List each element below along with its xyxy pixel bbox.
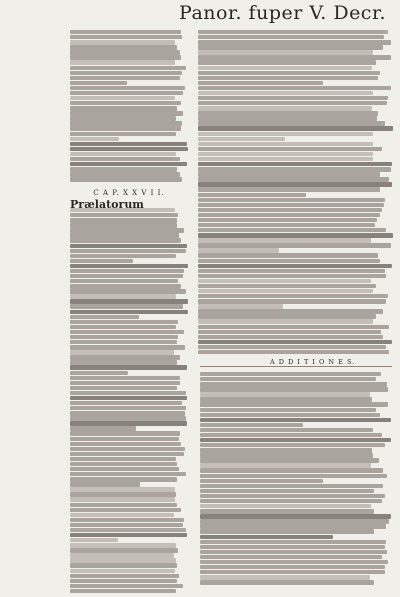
text-line — [200, 377, 376, 381]
text-line — [198, 91, 373, 95]
text-line — [200, 545, 385, 549]
text-line — [198, 177, 389, 181]
text-line — [200, 413, 380, 417]
text-line — [70, 101, 181, 105]
text-line — [200, 382, 387, 386]
text-line — [200, 489, 374, 493]
text-line — [70, 86, 185, 90]
text-line — [70, 126, 181, 130]
opening-word: Prælatorum — [70, 198, 144, 211]
text-line — [198, 157, 373, 161]
text-line — [70, 391, 186, 395]
text-line — [70, 371, 128, 375]
text-line — [70, 172, 180, 176]
text-line — [70, 269, 184, 273]
text-line — [200, 479, 323, 483]
text-line — [200, 535, 333, 539]
additions-column — [200, 372, 392, 590]
text-line — [198, 319, 373, 323]
text-line — [70, 116, 176, 120]
text-line — [70, 584, 183, 588]
text-line — [198, 162, 392, 166]
text-line — [70, 294, 176, 298]
text-line — [70, 35, 182, 39]
text-line — [70, 264, 188, 268]
text-line — [198, 40, 391, 44]
text-line — [70, 426, 136, 430]
text-line — [70, 355, 180, 359]
text-line — [198, 233, 393, 237]
text-line — [70, 533, 187, 537]
text-line — [70, 437, 179, 441]
text-line — [70, 304, 183, 308]
text-line — [70, 538, 118, 542]
text-line — [198, 284, 376, 288]
text-line — [70, 315, 139, 319]
divider — [200, 366, 392, 367]
text-line — [200, 468, 383, 472]
text-line — [70, 462, 177, 466]
text-line — [200, 570, 385, 574]
text-line — [70, 487, 175, 491]
text-line — [70, 167, 177, 171]
text-line — [70, 249, 186, 253]
text-line — [70, 233, 179, 237]
text-line — [198, 126, 393, 130]
text-line — [70, 548, 178, 552]
text-line — [70, 152, 176, 156]
text-line — [70, 320, 178, 324]
text-line — [200, 402, 388, 406]
text-line — [70, 416, 186, 420]
text-line — [70, 457, 176, 461]
text-line — [70, 482, 140, 486]
text-line — [70, 66, 186, 70]
text-line — [70, 60, 175, 64]
text-line — [70, 40, 175, 44]
text-line — [200, 372, 381, 376]
text-line — [70, 254, 176, 258]
text-line — [70, 589, 176, 593]
text-line — [70, 401, 182, 405]
text-line — [70, 111, 183, 115]
text-line — [70, 365, 187, 369]
left-column-top — [70, 30, 188, 186]
text-line — [70, 335, 178, 339]
text-line — [198, 203, 384, 207]
text-line — [70, 284, 181, 288]
text-line — [70, 228, 184, 232]
text-line — [200, 540, 386, 544]
text-line — [200, 443, 385, 447]
text-line — [198, 167, 391, 171]
text-line — [200, 565, 385, 569]
text-line — [198, 45, 383, 49]
text-line — [70, 386, 177, 390]
text-line — [70, 310, 188, 314]
text-line — [70, 76, 180, 80]
text-line — [200, 514, 391, 518]
text-line — [198, 314, 376, 318]
text-line — [70, 244, 187, 248]
text-line — [70, 431, 180, 435]
text-line — [200, 433, 382, 437]
text-line — [200, 408, 376, 412]
text-line — [70, 71, 182, 75]
text-line — [198, 71, 380, 75]
text-line — [198, 50, 373, 54]
text-line — [198, 66, 372, 70]
text-line — [70, 421, 187, 425]
text-line — [70, 406, 186, 410]
text-line — [70, 299, 188, 303]
text-line — [198, 81, 323, 85]
text-line — [200, 550, 387, 554]
text-line — [200, 392, 370, 396]
text-line — [198, 35, 384, 39]
text-line — [198, 223, 375, 227]
text-line — [70, 492, 176, 496]
text-line — [70, 447, 185, 451]
text-line — [200, 397, 372, 401]
running-header: Panor. fuper V. Decr. — [179, 2, 386, 24]
text-line — [200, 418, 391, 422]
text-line — [198, 152, 373, 156]
text-line — [198, 101, 387, 105]
text-line — [198, 259, 380, 263]
text-line — [198, 86, 391, 90]
text-line — [198, 182, 392, 186]
text-line — [70, 503, 177, 507]
left-column-body — [70, 208, 188, 593]
text-line — [198, 132, 373, 136]
text-line — [200, 529, 374, 533]
text-line — [200, 438, 391, 442]
text-line — [70, 411, 185, 415]
text-line — [198, 213, 380, 217]
text-line — [70, 274, 183, 278]
text-line — [198, 172, 380, 176]
text-line — [200, 474, 387, 478]
text-line — [198, 238, 371, 242]
text-line — [198, 279, 371, 283]
text-line — [198, 264, 392, 268]
text-line — [70, 396, 187, 400]
text-line — [70, 177, 182, 181]
text-line — [200, 494, 385, 498]
text-line — [70, 518, 184, 522]
text-line — [200, 448, 372, 452]
text-line — [198, 269, 385, 273]
text-line — [70, 91, 183, 95]
text-line — [70, 55, 181, 59]
text-line — [70, 381, 180, 385]
text-line — [70, 218, 177, 222]
text-line — [200, 458, 379, 462]
text-line — [198, 309, 383, 313]
text-line — [198, 55, 391, 59]
text-line — [198, 116, 377, 120]
text-line — [70, 513, 174, 517]
text-line — [200, 484, 383, 488]
text-line — [198, 243, 391, 247]
text-line — [70, 467, 179, 471]
text-line — [70, 472, 186, 476]
text-line — [198, 111, 378, 115]
text-line — [200, 387, 388, 391]
text-line — [70, 376, 180, 380]
text-line — [70, 523, 183, 527]
text-line — [200, 509, 374, 513]
text-line — [198, 147, 382, 151]
text-line — [198, 137, 285, 141]
text-line — [70, 238, 181, 242]
text-line — [198, 345, 386, 349]
text-line — [70, 132, 176, 136]
text-line — [70, 508, 181, 512]
text-line — [70, 289, 186, 293]
text-line — [198, 253, 378, 257]
text-line — [70, 208, 175, 212]
text-line — [70, 81, 127, 85]
text-line — [70, 574, 179, 578]
text-line — [198, 289, 373, 293]
text-line — [198, 208, 382, 212]
text-line — [70, 442, 181, 446]
text-line — [200, 428, 373, 432]
text-line — [70, 147, 188, 151]
text-line — [70, 563, 177, 567]
text-line — [198, 96, 388, 100]
text-line — [198, 228, 386, 232]
text-line — [70, 325, 176, 329]
text-line — [200, 504, 371, 508]
text-line — [200, 499, 382, 503]
text-line — [70, 528, 186, 532]
text-line — [198, 294, 388, 298]
text-line — [200, 580, 374, 584]
text-line — [70, 162, 187, 166]
text-line — [198, 350, 389, 354]
text-line — [198, 198, 385, 202]
text-line — [70, 213, 178, 217]
text-line — [198, 76, 378, 80]
text-line — [70, 50, 180, 54]
text-line — [70, 259, 133, 263]
text-line — [70, 30, 181, 34]
text-line — [198, 60, 376, 64]
text-line — [70, 360, 177, 364]
text-line — [198, 30, 388, 34]
text-line — [200, 463, 371, 467]
text-line — [70, 45, 177, 49]
text-line — [70, 543, 176, 547]
text-line — [70, 569, 175, 573]
chapter-heading: C A P. X X V I I. — [93, 189, 165, 197]
text-line — [70, 157, 180, 161]
text-line — [198, 106, 372, 110]
text-line — [200, 524, 386, 528]
text-line — [70, 350, 174, 354]
text-line — [70, 579, 177, 583]
right-column — [198, 30, 394, 356]
text-line — [70, 279, 178, 283]
text-line — [70, 558, 176, 562]
text-line — [70, 96, 175, 100]
text-line — [198, 142, 373, 146]
text-line — [70, 330, 184, 334]
text-line — [70, 137, 119, 141]
text-line — [198, 304, 283, 308]
text-line — [70, 345, 185, 349]
text-line — [198, 248, 279, 252]
text-line — [198, 121, 385, 125]
text-line — [70, 121, 182, 125]
text-line — [70, 223, 177, 227]
text-line — [198, 335, 383, 339]
text-line — [200, 560, 388, 564]
text-line — [198, 330, 381, 334]
text-line — [200, 423, 303, 427]
text-line — [70, 497, 175, 501]
text-line — [198, 218, 377, 222]
text-line — [70, 106, 177, 110]
text-line — [198, 193, 306, 197]
text-line — [198, 187, 380, 191]
text-line — [70, 340, 177, 344]
additions-heading: A D D I T I O N E S. — [270, 358, 356, 366]
text-line — [198, 325, 389, 329]
text-line — [70, 452, 184, 456]
text-line — [198, 274, 386, 278]
text-line — [198, 340, 392, 344]
text-line — [200, 555, 382, 559]
text-line — [200, 453, 373, 457]
text-line — [70, 477, 177, 481]
text-line — [200, 575, 370, 579]
text-line — [70, 553, 174, 557]
text-line — [200, 519, 389, 523]
text-line — [198, 299, 386, 303]
text-line — [70, 142, 187, 146]
